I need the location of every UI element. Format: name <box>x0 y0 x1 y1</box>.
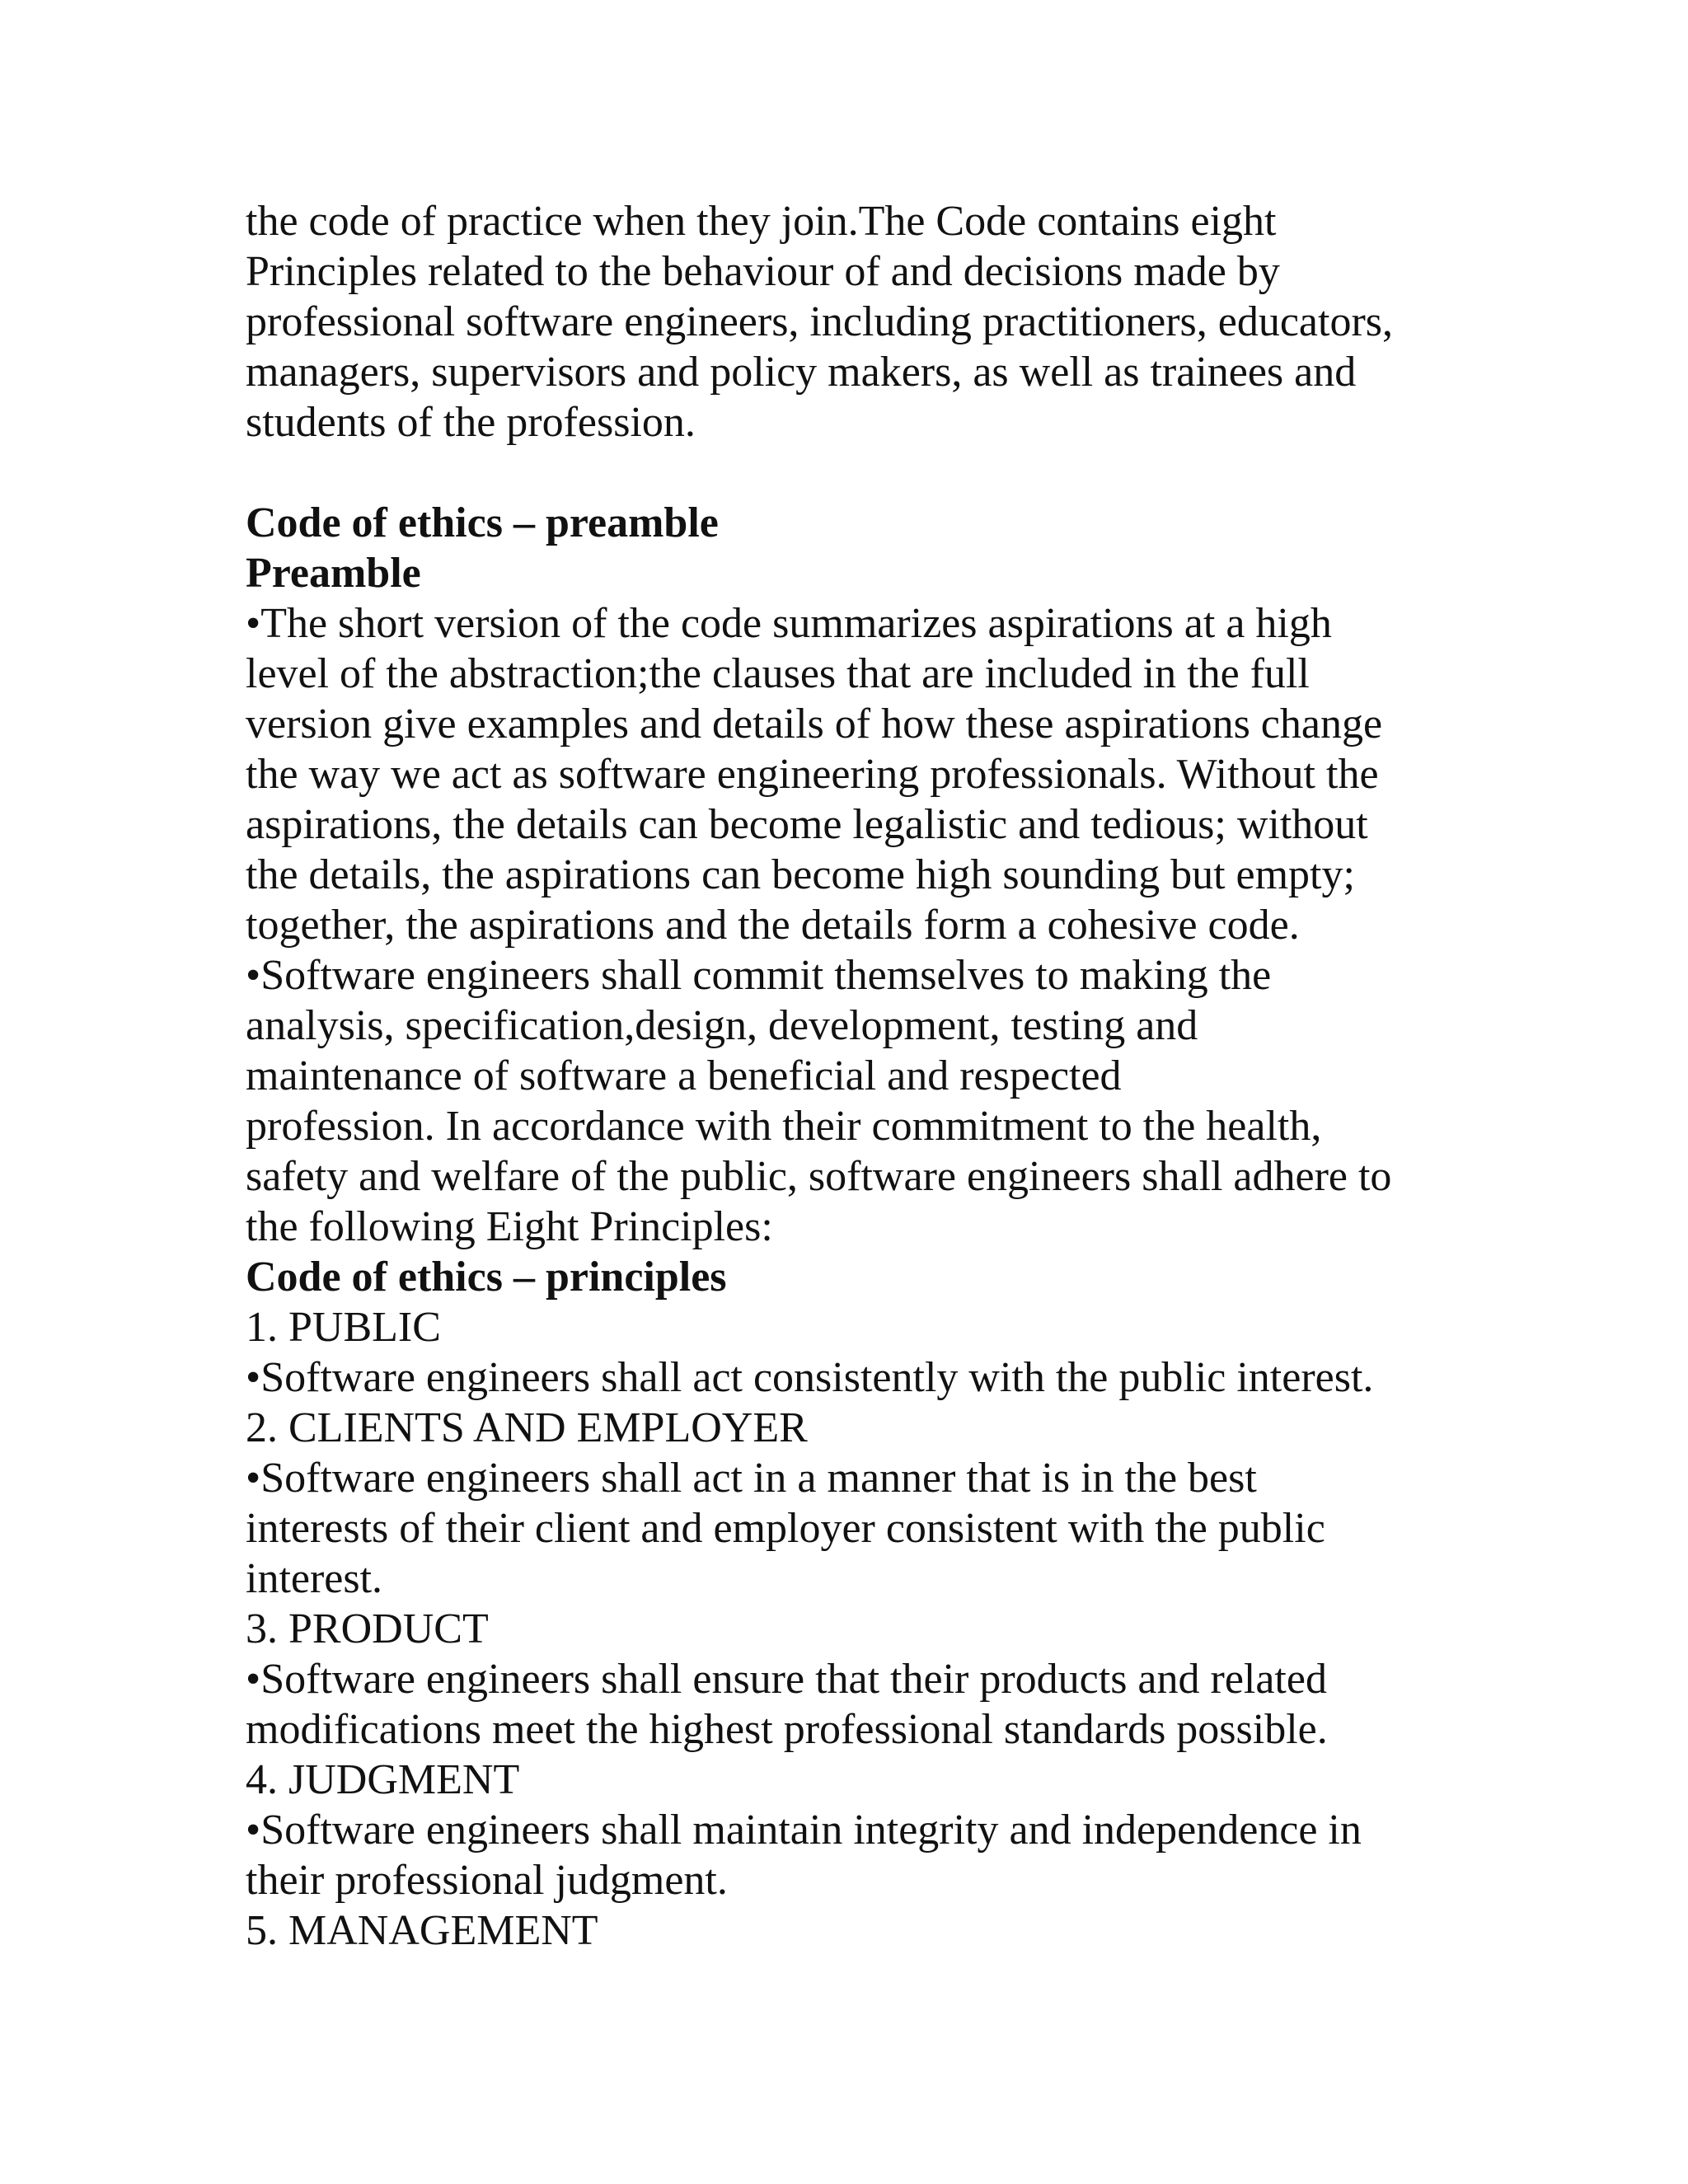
principle-line: 2. CLIENTS AND EMPLOYER <box>246 1404 808 1451</box>
principle-line: 3. PRODUCT <box>246 1605 489 1652</box>
principle-line: interests of their client and employer consistent with the public <box>246 1505 1325 1552</box>
preamble-line: analysis, specification,design, development, testing and <box>246 1002 1198 1049</box>
preamble-line: •Software engineers shall commit themselves to making the <box>246 952 1272 999</box>
document-page <box>246 196 1531 1956</box>
preamble-line: safety and welfare of the public, software engineers shall adhere to <box>246 1153 1392 1200</box>
preamble-line: •The short version of the code summarizes aspirations at a high <box>246 600 1332 647</box>
preamble-line: the following Eight Principles: <box>246 1203 773 1250</box>
intro-line: managers, supervisors and policy makers, as well as trainees and <box>246 349 1357 396</box>
principle-line: their professional judgment. <box>246 1857 728 1904</box>
principles-heading: Code of ethics – principles <box>246 1254 727 1301</box>
principle-line: 5. MANAGEMENT <box>246 1907 598 1954</box>
preamble-line: profession. In accordance with their commitment to the health, <box>246 1103 1322 1150</box>
principle-line: 4. JUDGMENT <box>246 1756 520 1803</box>
principle-line: interest. <box>246 1555 383 1602</box>
paragraph-gap <box>246 448 1531 498</box>
intro-line: professional software engineers, including practitioners, educators, <box>246 298 1393 345</box>
preamble-line: together, the aspirations and the details form a cohesive code. <box>246 902 1300 949</box>
preamble-line: level of the abstraction;the clauses that are included in the full <box>246 650 1310 697</box>
principle-line: •Software engineers shall maintain integrity and independence in <box>246 1807 1362 1854</box>
principle-line: •Software engineers shall act consistently with the public interest. <box>246 1354 1374 1401</box>
preamble-line: version give examples and details of how these aspirations change <box>246 701 1383 748</box>
preamble-line: maintenance of software a beneficial and respected <box>246 1052 1122 1099</box>
preamble-heading: Code of ethics – preamble <box>246 499 719 546</box>
intro-line: the code of practice when they join.The Code contains eight <box>246 198 1277 245</box>
preamble-line: the details, the aspirations can become high sounding but empty; <box>246 851 1355 898</box>
intro-line: students of the profession. <box>246 399 696 446</box>
preamble-line: aspirations, the details can become legalistic and tedious; without <box>246 801 1368 848</box>
principle-line: •Software engineers shall act in a manner that is in the best <box>246 1455 1257 1502</box>
preamble-body <box>246 598 1531 1252</box>
principle-line: •Software engineers shall ensure that their products and related <box>246 1656 1327 1703</box>
intro-line: Principles related to the behaviour of and decisions made by <box>246 248 1280 295</box>
principles-list <box>246 1302 1531 1956</box>
preamble-line: the way we act as software engineering professionals. Without the <box>246 751 1379 798</box>
principle-line: 1. PUBLIC <box>246 1304 441 1351</box>
principle-line: modifications meet the highest professional standards possible. <box>246 1706 1328 1753</box>
preamble-subheading: Preamble <box>246 550 421 597</box>
intro-paragraph <box>246 196 1531 448</box>
